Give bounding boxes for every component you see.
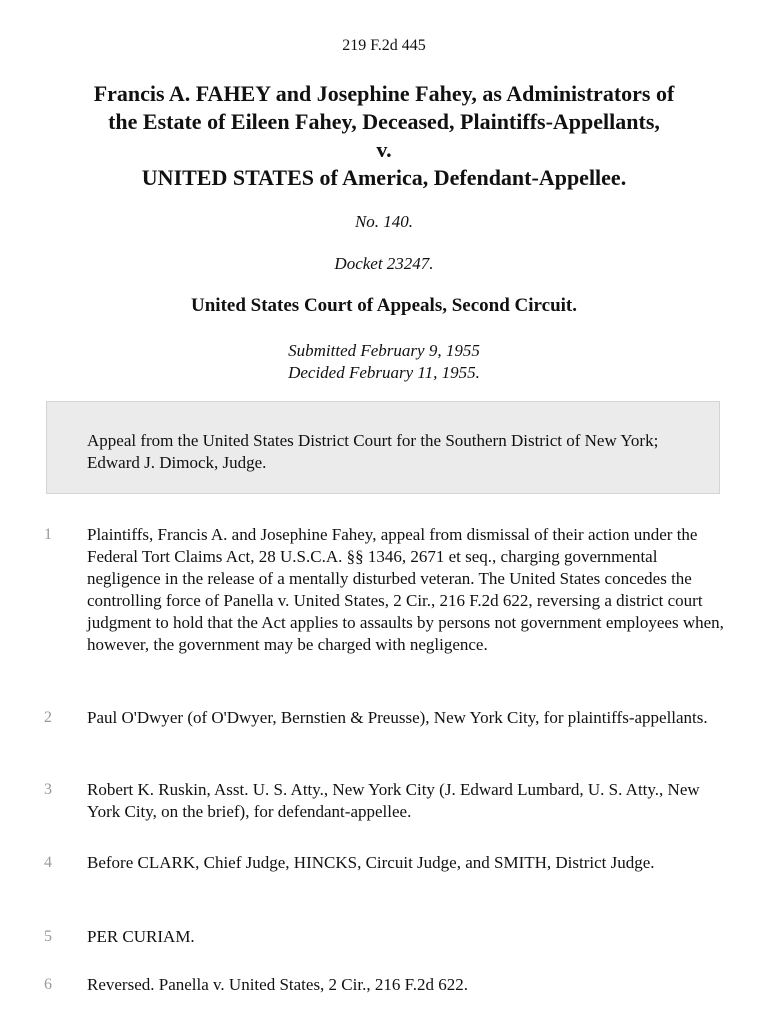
docket-number: Docket 23247.: [334, 254, 434, 273]
paragraph-text: Reversed. Panella v. United States, 2 Cir., 216 F.2d 622.: [87, 975, 468, 994]
case-title-line: UNITED STATES of America, Defendant-Appellee.: [141, 165, 627, 190]
case-title-line: the Estate of Eileen Fahey, Deceased, Plaintiffs-Appellants,: [108, 109, 660, 134]
submitted-date: Submitted February 9, 1955: [288, 341, 480, 360]
case-dates: [0, 340, 768, 384]
decided-date: Decided February 11, 1955.: [288, 363, 480, 382]
paragraph-number: 1: [44, 526, 52, 543]
appeal-note-text: Appeal from the United States District Court for the Southern District of New York; Edward J. Dimock, Judge.: [87, 431, 659, 472]
paragraph-number: 5: [44, 928, 52, 945]
case-title-line: Francis A. FAHEY and Josephine Fahey, as Administrators of: [93, 81, 675, 106]
paragraph-number: 2: [44, 709, 52, 726]
paragraph-number: 4: [44, 854, 52, 871]
case-number: No. 140.: [354, 212, 414, 231]
case-citation: 219 F.2d 445: [342, 37, 426, 54]
paragraph-text: Paul O'Dwyer (of O'Dwyer, Bernstien & Preusse), New York City, for plaintiffs-appellants.: [87, 708, 708, 727]
paragraph-text: Plaintiffs, Francis A. and Josephine Fahey, appeal from dismissal of their action under the Federal Tort Claims Act, 28 U.S.C.A. §§ 1346, 2671 et seq., charging governmental negligence in the release of a mentally disturbed veteran. The United States concedes the controlling force of Panella v. United States, 2 Cir., 216 F.2d 622, reversing a district court judgment to hold that the Act applies to assaults by persons not government employees when, however, the government may be charged with negligence.: [87, 525, 724, 654]
paragraph-text: Robert K. Ruskin, Asst. U. S. Atty., New York City (J. Edward Lumbard, U. S. Atty., New York City, on the brief), for defendant-appellee.: [87, 780, 700, 821]
case-title-line: v.: [376, 137, 392, 162]
court-name: United States Court of Appeals, Second Circuit.: [191, 295, 577, 316]
paragraph-text: Before CLARK, Chief Judge, HINCKS, Circuit Judge, and SMITH, District Judge.: [87, 853, 655, 872]
paragraph-number: 3: [44, 781, 52, 798]
paragraph-text: PER CURIAM.: [87, 927, 195, 946]
appeal-note-box: [46, 401, 720, 494]
paragraph-number: 6: [44, 976, 52, 993]
case-title: [40, 80, 728, 192]
